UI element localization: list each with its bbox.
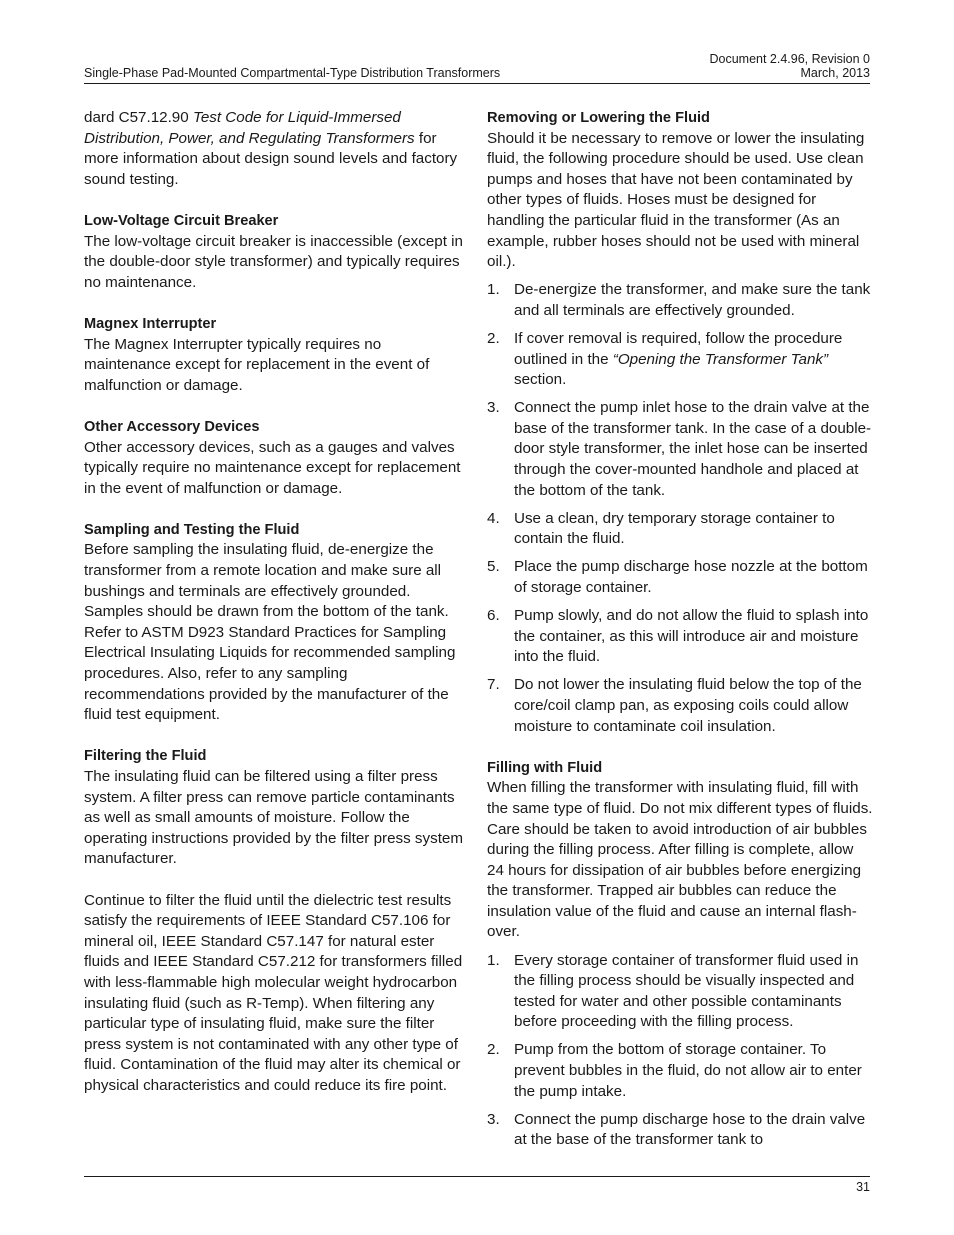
list-item: 7. Do not lower the insulating fluid below the top of the core/coil clamp pan, as exposing coils could allow moisture to contaminate coil insulation. — [487, 676, 862, 735]
heading-other-accessories: Other Accessory Devices — [84, 418, 260, 435]
section-sampling — [84, 520, 468, 726]
list-item: 3. Connect the pump inlet hose to the drain valve at the base of the transformer tank. In the case of a double-door style transformer, the inlet hose can be inserted through the cover-mounted handhole and placed at the bottom of the tank. — [487, 399, 872, 499]
body-magnex: The Magnex Interrupter typically requires no maintenance except for replacement in the event of malfunction or damage. — [84, 335, 430, 394]
section-other-accessories — [84, 417, 468, 499]
section-lv-breaker — [84, 211, 468, 293]
header-title: Single-Phase Pad-Mounted Compartmental-Type Distribution Transformers — [84, 66, 501, 80]
section-magnex — [84, 314, 468, 396]
header-document-info — [709, 52, 870, 80]
body-sampling: Before sampling the insulating fluid, de-energize the transformer from a remote location and make sure all bushings and terminals are effectively grounded. Samples should be drawn from the bottom of the tank. Refer to ASTM D923 Standard Practices for Sampling Electrical Insulating Liquids for recommended sampling procedures. Also, refer to any sampling recommendations provided by the manufacturer of the fluid test equipment. — [84, 541, 456, 724]
list-item: 2. Pump from the bottom of storage container. To prevent bubbles in the fluid, do not allow air to enter the pump intake. — [487, 1041, 862, 1100]
body-filtering-continued: Continue to filter the fluid until the dielectric test results satisfy the requirements of IEEE Standard C57.106 for mineral oil, IEEE Standard C57.147 for natural ester fluids and IEEE Standard C57.212 for transformers filled with less-flammable high molecular weight hydrocarbon insulating fluid (such as R-Temp). When filtering any particular type of insulating fluid, make sure the filter press system is not contaminated with any other type of fluid. Contamination of the fluid may alter its chemical or physical characteristics and could reduce its fire point. — [84, 891, 463, 1094]
document-date: March, 2013 — [800, 66, 870, 80]
removing-steps — [487, 280, 873, 737]
intro-paragraph: dard C57.12.90 Test Code for Liquid-Immersed Distribution, Power, and Regulating Transformers for more information about design sound levels and factory sound testing. — [84, 109, 458, 188]
heading-filling: Filling with Fluid — [487, 759, 603, 776]
list-item: 1. De-energize the transformer, and make sure the tank and all terminals are effectively grounded. — [487, 281, 871, 319]
heading-sampling: Sampling and Testing the Fluid — [84, 521, 300, 538]
filling-steps — [487, 951, 873, 1151]
body-removing: Should it be necessary to remove or lower the insulating fluid, the following procedure should be used. Use clean pumps and hoses that have not been contaminated by other types of fluids. Hoses must be designed for handling the particular fluid in the transformer (As an example, rubber hoses should not be used with mineral oil.). — [487, 129, 865, 271]
body-filling: When filling the transformer with insulating fluid, fill with the same type of fluid. Do not mix different types of fluids. Care should be taken to avoid introduction of air bubbles during the filling process. After filling is complete, allow 24 hours for dissipation of air bubbles before energizing the transformer. Trapped air bubbles can reduce the insulation value of the fluid and cause an internal flash-over. — [487, 779, 873, 941]
body-filtering: The insulating fluid can be filtered using a filter press system. A filter press can remove particle contaminants as well as small amounts of moisture. Follow the operating instructions provided by the filter press system manufacturer. — [84, 768, 464, 868]
body-lv-breaker: The low-voltage circuit breaker is inaccessible (except in the double-door style transformer) and typically requires no maintenance. — [84, 232, 464, 291]
list-item: 1. Every storage container of transformer fluid used in the filling process should be visually inspected and tested for water and other possible contaminants before proceeding with the filling process. — [487, 951, 859, 1031]
list-item: 5. Place the pump discharge hose nozzle at the bottom of storage container. — [487, 558, 868, 596]
body-other-accessories: Other accessory devices, such as a gauges and valves typically require no maintenance except for replacement in the event of malfunction or damage. — [84, 438, 461, 497]
heading-magnex: Magnex Interrupter — [84, 315, 217, 332]
page-header — [84, 50, 870, 84]
list-item: 2. If cover removal is required, follow the procedure outlined in the “Opening the Transformer Tank” section. — [487, 329, 843, 389]
heading-lv-breaker: Low-Voltage Circuit Breaker — [84, 212, 279, 229]
right-column — [487, 108, 873, 1172]
heading-removing: Removing or Lowering the Fluid — [487, 110, 710, 126]
list-item: 3. Connect the pump discharge hose to the drain valve at the base of the transformer tank to — [487, 1110, 866, 1149]
page-number: 31 — [856, 1180, 870, 1194]
section-removing — [487, 108, 873, 737]
left-column — [84, 108, 468, 1117]
section-filtering — [84, 746, 468, 1096]
section-filling — [487, 758, 873, 1151]
list-item: 6. Pump slowly, and do not allow the fluid to splash into the container, as this will introduce air and moisture into the fluid. — [487, 607, 869, 666]
list-item: 4. Use a clean, dry temporary storage container to contain the fluid. — [487, 509, 835, 548]
document-number: Document 2.4.96, Revision 0 — [709, 52, 870, 66]
footer-divider — [84, 1176, 870, 1177]
heading-filtering: Filtering the Fluid — [84, 748, 207, 765]
